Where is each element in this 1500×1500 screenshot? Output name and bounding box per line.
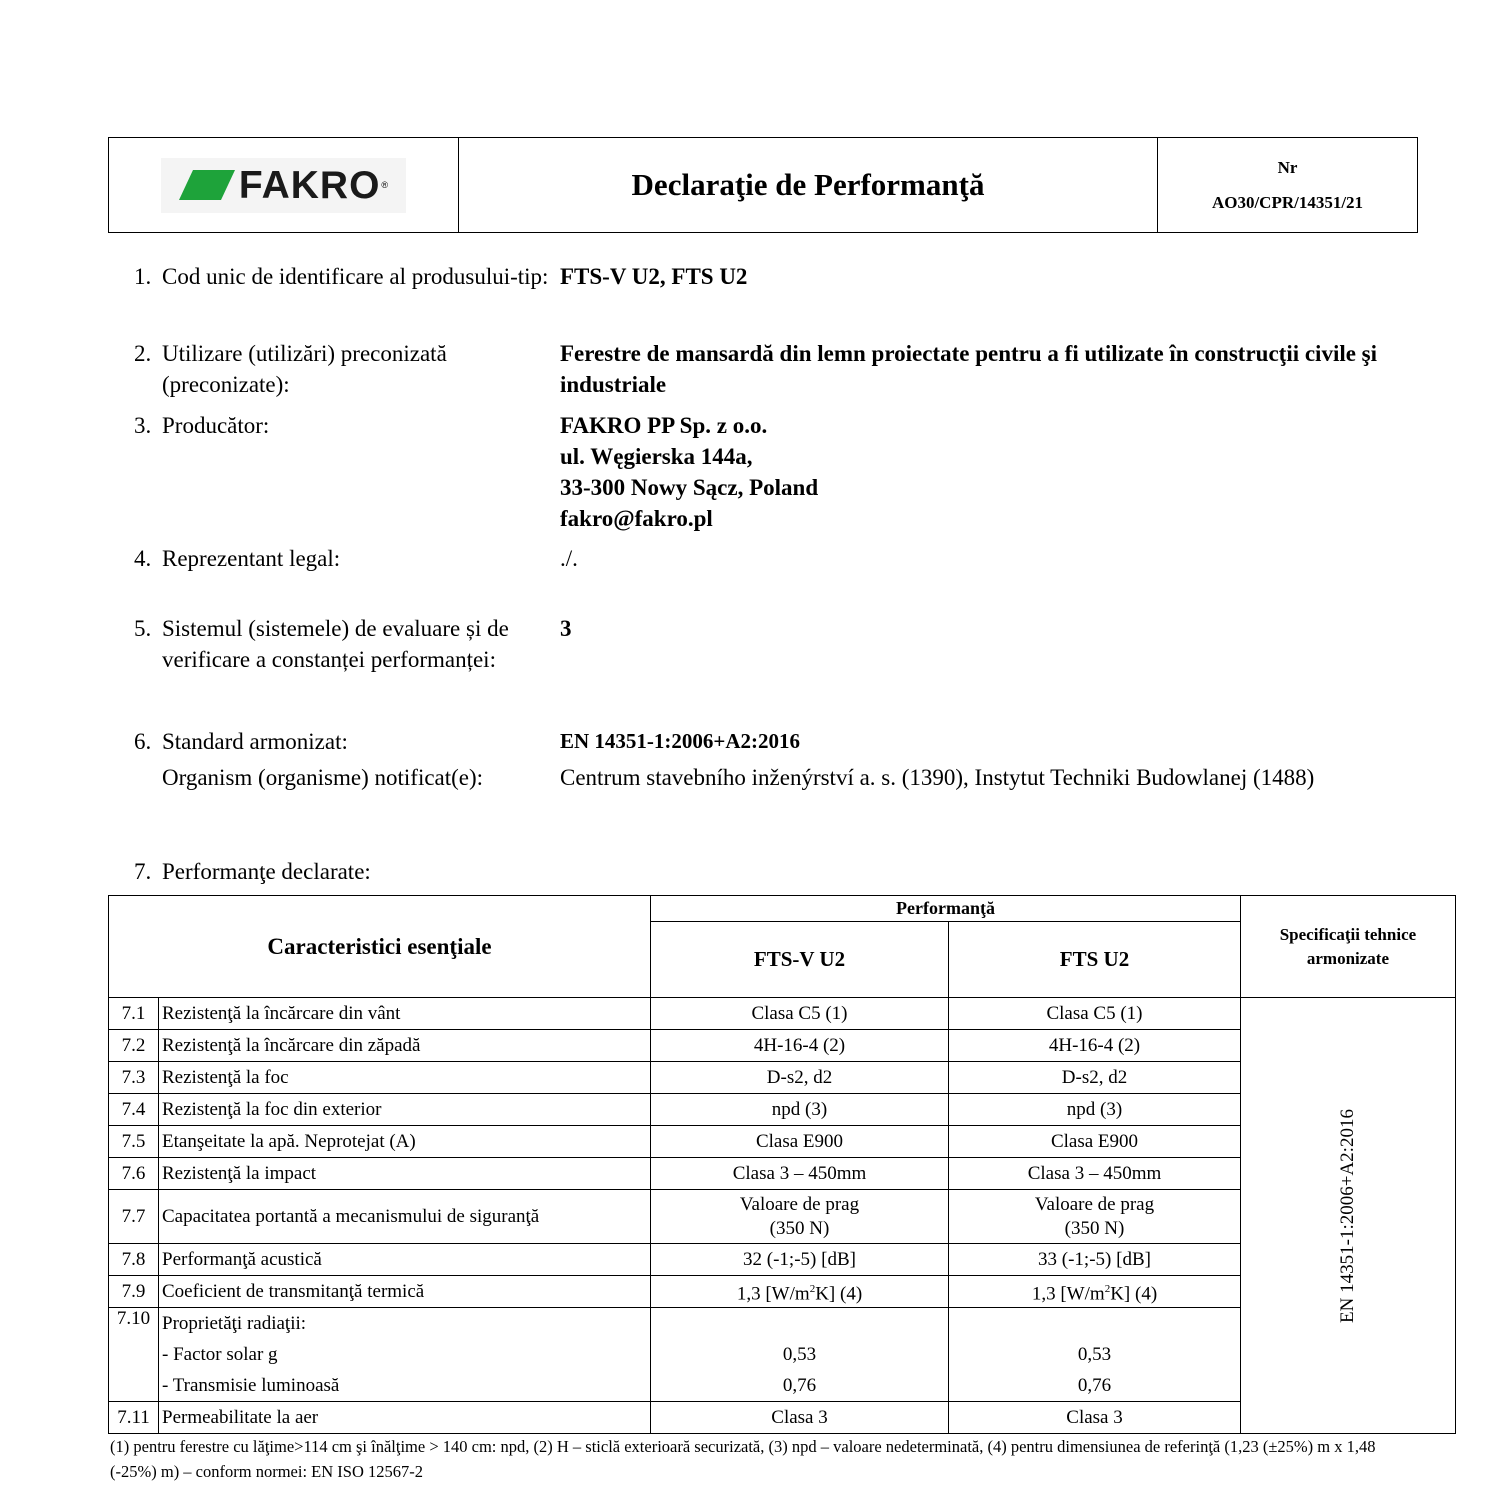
row-value-a: npd (3) bbox=[651, 1094, 949, 1126]
row-characteristic: - Factor solar g bbox=[159, 1340, 651, 1371]
section-value: Centrum stavebního inženýrství a. s. (1390), Instytut Techniki Budowlanej (1488) bbox=[560, 765, 1315, 790]
row-number: 7.11 bbox=[109, 1402, 159, 1434]
row-value-a: Clasa 3 – 450mm bbox=[651, 1158, 949, 1190]
table-header-row bbox=[109, 896, 1456, 922]
header-characteristics: Caracteristici esenţiale bbox=[109, 896, 651, 998]
section-label: Cod unic de identificare al produsului-tip: bbox=[162, 264, 549, 289]
row-number: 7.8 bbox=[109, 1244, 159, 1276]
value-line: (350 N) bbox=[769, 1217, 830, 1239]
email-link[interactable]: fakro@fakro.pl bbox=[560, 506, 713, 531]
header-product-b: FTS U2 bbox=[949, 922, 1241, 998]
header-specifications: Specificaţii tehnice armonizate bbox=[1241, 896, 1456, 998]
row-value-a: Clasa E900 bbox=[651, 1126, 949, 1158]
row-characteristic: Performanţă acustică bbox=[159, 1244, 651, 1276]
row-value-a bbox=[651, 1190, 949, 1244]
logo-registered-mark: ® bbox=[381, 180, 389, 190]
value-line: Valoare de prag bbox=[1034, 1193, 1155, 1215]
section-value: 3 bbox=[560, 616, 572, 641]
row-characteristic: Rezistenţă la foc bbox=[159, 1062, 651, 1094]
spec-standard: EN 14351-1:2006+A2:2016 bbox=[1336, 1108, 1358, 1323]
footnote: (1) pentru ferestre cu lăţime>114 cm şi înălţime > 140 cm: npd, (2) H – sticlă exterioară securizată, (3) npd – valoare nedeterminată, (4) pentru dimensiunea de referinţă (1,23 (±25%) m x 1,48 (-25%) m) – conform normei: EN ISO 12567-2 bbox=[110, 1437, 1376, 1481]
row-value-b: D-s2, d2 bbox=[949, 1062, 1241, 1094]
address-line: ul. Węgierska 144a, bbox=[560, 444, 753, 469]
row-characteristic: Rezistenţă la încărcare din zăpadă bbox=[159, 1030, 651, 1062]
section-value: ./. bbox=[560, 546, 578, 571]
nr-label: Nr bbox=[1277, 158, 1298, 177]
section-label: Sistemul (sistemele) de evaluare și de verificare a constanței performanței: bbox=[162, 616, 509, 672]
row-characteristic: Coeficient de transmitanţă termică bbox=[159, 1276, 651, 1308]
value-text: 1,3 [W/m bbox=[736, 1283, 810, 1305]
row-number: 7.7 bbox=[109, 1190, 159, 1244]
row-characteristic: Rezistenţă la încărcare din vânt bbox=[159, 998, 651, 1030]
row-value-b: npd (3) bbox=[949, 1094, 1241, 1126]
document-number bbox=[1158, 138, 1417, 232]
document-header bbox=[108, 137, 1418, 233]
row-number: 7.9 bbox=[109, 1276, 159, 1308]
row-characteristic: Rezistenţă la impact bbox=[159, 1158, 651, 1190]
section-number: 2. bbox=[134, 341, 152, 366]
spec-standard-cell bbox=[1241, 998, 1456, 1434]
fakro-logo bbox=[161, 158, 406, 213]
section-label: Performanţe declarate: bbox=[162, 859, 371, 884]
logo-mark-icon bbox=[179, 170, 235, 200]
section-number: 3. bbox=[134, 413, 152, 438]
section-label: Producător: bbox=[162, 413, 270, 438]
address-line: 33-300 Nowy Sącz, Poland bbox=[560, 475, 819, 500]
row-characteristic: Capacitatea portantă a mecanismului de siguranţă bbox=[159, 1190, 651, 1244]
row-value-b bbox=[949, 1308, 1241, 1340]
section-label: Organism (organisme) notificat(e): bbox=[162, 765, 484, 790]
value-superscript: 2 bbox=[809, 1282, 816, 1295]
row-value-a: Clasa C5 (1) bbox=[651, 998, 949, 1030]
row-characteristic: Proprietăţi radiaţii: bbox=[159, 1308, 651, 1340]
row-characteristic: Permeabilitate la aer bbox=[159, 1402, 651, 1434]
row-value-a bbox=[651, 1276, 949, 1308]
document-title: Declaraţie de Performanţă bbox=[459, 138, 1158, 232]
row-value-b: 4H-16-4 (2) bbox=[949, 1030, 1241, 1062]
logo-text: FAKRO bbox=[238, 163, 381, 207]
row-characteristic: Etanşeitate la apă. Neprotejat (A) bbox=[159, 1126, 651, 1158]
header-performance: Performanţă bbox=[651, 896, 1241, 922]
row-number: 7.5 bbox=[109, 1126, 159, 1158]
table-row bbox=[109, 998, 1456, 1030]
value-line: (350 N) bbox=[1064, 1217, 1125, 1239]
section-number: 6. bbox=[134, 729, 152, 754]
row-value-b bbox=[949, 1276, 1241, 1308]
row-value-a bbox=[651, 1308, 949, 1340]
header-product-a: FTS-V U2 bbox=[651, 922, 949, 998]
row-value-a: Clasa 3 bbox=[651, 1402, 949, 1434]
section-number: 7. bbox=[134, 859, 152, 884]
row-number bbox=[109, 1371, 159, 1402]
address-line: FAKRO PP Sp. z o.o. bbox=[560, 413, 768, 438]
section-number: 1. bbox=[134, 264, 152, 289]
row-number: 7.2 bbox=[109, 1030, 159, 1062]
section-label: Standard armonizat: bbox=[162, 729, 348, 754]
row-value-b: 0,76 bbox=[949, 1371, 1241, 1402]
section-number: 4. bbox=[134, 546, 152, 571]
section-value: Ferestre de mansardă din lemn proiectate pentru a fi utilizate în construcţii civile şi industriale bbox=[560, 341, 1378, 397]
row-number: 7.3 bbox=[109, 1062, 159, 1094]
row-value-a: 0,76 bbox=[651, 1371, 949, 1402]
row-value-b: Clasa 3 bbox=[949, 1402, 1241, 1434]
row-value-b: Clasa C5 (1) bbox=[949, 998, 1241, 1030]
row-value-b: Clasa 3 – 450mm bbox=[949, 1158, 1241, 1190]
row-number: 7.1 bbox=[109, 998, 159, 1030]
nr-value: AO30/CPR/14351/21 bbox=[1211, 193, 1364, 212]
manufacturer-address bbox=[560, 410, 1410, 534]
section-value: FTS-V U2, FTS U2 bbox=[560, 264, 748, 289]
value-line: Valoare de prag bbox=[739, 1193, 860, 1215]
row-value-b: Clasa E900 bbox=[949, 1126, 1241, 1158]
row-value-a: 4H-16-4 (2) bbox=[651, 1030, 949, 1062]
row-value-b: 33 (-1;-5) [dB] bbox=[949, 1244, 1241, 1276]
performance-table bbox=[108, 895, 1456, 1434]
value-text: K] (4) bbox=[815, 1283, 863, 1305]
row-value-b bbox=[949, 1190, 1241, 1244]
value-superscript: 2 bbox=[1104, 1282, 1111, 1295]
value-text: K] (4) bbox=[1110, 1283, 1158, 1305]
row-number: 7.6 bbox=[109, 1158, 159, 1190]
row-value-b: 0,53 bbox=[949, 1340, 1241, 1371]
row-value-a: D-s2, d2 bbox=[651, 1062, 949, 1094]
section-number: 5. bbox=[134, 616, 152, 641]
row-characteristic: Rezistenţă la foc din exterior bbox=[159, 1094, 651, 1126]
row-characteristic: - Transmisie luminoasă bbox=[159, 1371, 651, 1402]
row-number: 7.4 bbox=[109, 1094, 159, 1126]
row-value-a: 0,53 bbox=[651, 1340, 949, 1371]
row-number: 7.10 bbox=[109, 1308, 159, 1340]
section-value: EN 14351-1:2006+A2:2016 bbox=[560, 729, 801, 753]
section-label: Reprezentant legal: bbox=[162, 546, 341, 571]
value-text: 1,3 [W/m bbox=[1031, 1283, 1105, 1305]
section-label: Utilizare (utilizări) preconizată (preconizate): bbox=[162, 341, 447, 397]
row-number bbox=[109, 1340, 159, 1371]
logo-cell bbox=[109, 138, 459, 232]
row-value-a: 32 (-1;-5) [dB] bbox=[651, 1244, 949, 1276]
